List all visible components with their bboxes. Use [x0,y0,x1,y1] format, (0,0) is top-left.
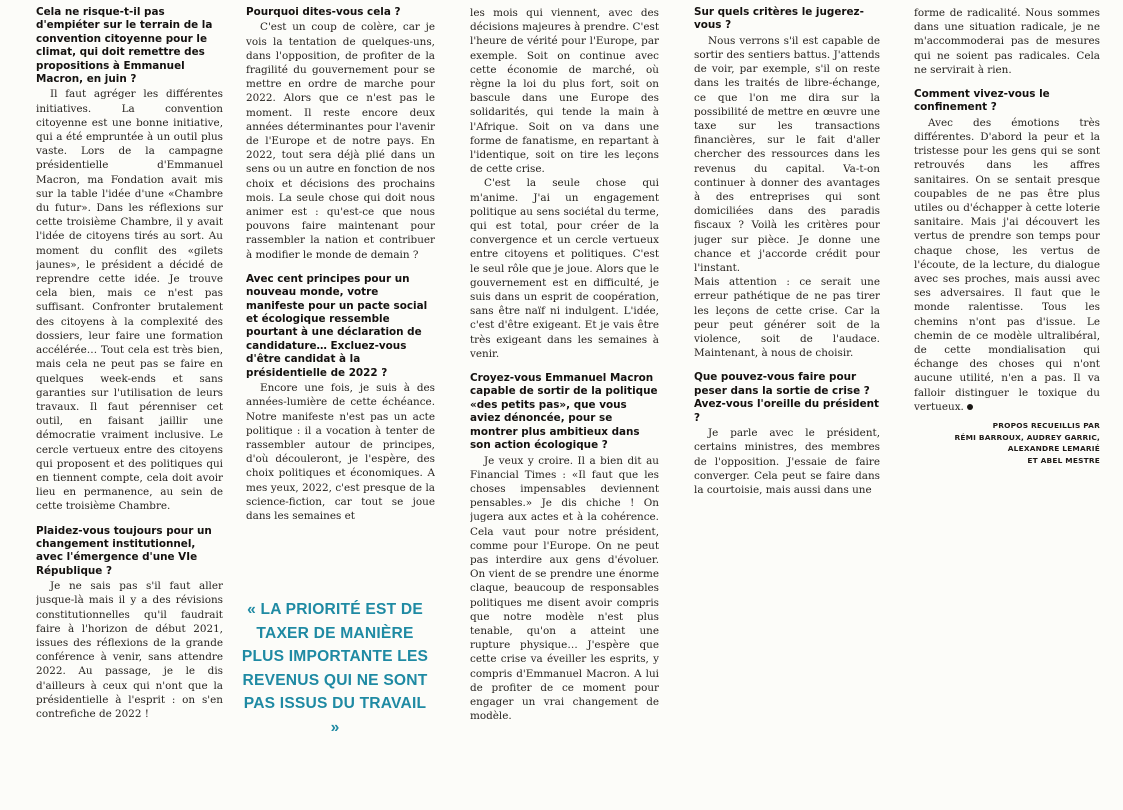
column-3 [470,6,659,723]
question-heading: Pourquoi dites-vous cela ? [246,6,401,18]
end-of-article-mark [967,404,973,410]
answer-paragraph: les mois qui viennent, avec des décisions majeures à prendre. C'est l'heure de vérité pour l'Europe, par exemple. Soit on continue avec cette économie de marché, où règne la loi du plus fort, soit on bascule dans une Europe des solidarités, qui tende la main à l'Afrique. Soit on va dans une forme de fanatisme, en repartant à l'identique, soit on tire les leçons de cette crise. [470,7,659,176]
question-heading: Sur quels critères le jugerez-vous ? [694,6,864,32]
answer-paragraph: forme de radicalité. Nous sommes dans une situation radicale, je ne m'accommoderai pas de mesures qui ne soient pas radicales. Cela ne servirait à rien. [914,7,1100,76]
pull-quote: « LA PRIORITÉ EST DE TAXER DE MANIÈRE PLUS IMPORTANTE LES REVENUS QUI NE SONT PAS ISSUS DU TRAVAIL » [241,601,429,736]
question-heading: Croyez-vous Emmanuel Macron capable de sortir de la politique «des petits pas», que vous aviez dénoncée, pour se montrer plus ambitieux dans son action écologique ? [470,372,658,452]
answer-paragraph: C'est la seule chose qui m'anime. J'ai un engagement politique au sens sociétal du terme, qui est total, pour créer de la convergence et un cercle vertueux entre citoyens et politiques. C'est le seul rôle que je joue. Alors que le gouvernement est en difficulté, je suis dans un esprit de coopération, sans être naïf ni indulgent. L'idée, c'est d'être exigeant. Et je vais être très exigeant dans les semaines à venir. [470,177,659,360]
column-2 [246,6,435,546]
answer-paragraph: Nous verrons s'il est capable de sortir des sentiers battus. J'attends de voir, par exemple, s'il on reste dans les traités de libre-échange, ce que l'on me dira sur la possibilité de mettre en œuvre une taxe sur les transactions financières, sur le fait d'aller chercher des ressources dans les revenus du capital. Va-t-on continuer à donner des avantages à des entreprises qui sont domiciliées dans des paradis fiscaux ? Voilà les critères pour juger sur pièce. Je donne une chance et j'accorde crédit pour l'instant. [694,34,880,275]
column-5 [914,6,1100,466]
credit-line: PROPOS RECUEILLIS PAR [992,421,1100,431]
answer-paragraph: Je veux y croire. Il a bien dit au Financial Times : «Il faut que les choses impensables deviennent pensables.» Je dis chiche ! On jugera aux actes et à la cohérence. Cela vaut pour notre président, comme pour l'Europe. On ne peut pas interdire aux gens d'évoluer. On vient de se prendre une énorme claque, beaucoup de responsables politiques me disent avoir compris que notre modèle n'est plus tenable, qu'on a atteint une rupture physique… J'espère que cette crise va éveiller les esprits, y compris d'Emmanuel Macron. A lui de profiter de ce moment pour engager un vrai changement de modèle. [470,454,659,723]
credit-line: RÉMI BARROUX, AUDREY GARRIC, [954,432,1100,442]
answer-paragraph: Je parle avec le président, certains ministres, des membres de l'opposition. J'essaie de faire converger. Cela peut se faire dans la courtoisie, mais aussi dans une [694,427,880,496]
answer-paragraph: Mais attention : ce serait une erreur pathétique de ne pas tirer les leçons de cette crise. Car la peur peut générer soit de la violence, soit de l'audace. Maintenant, à nous de choisir. [694,276,880,360]
credit-line: ALEXANDRE LEMARIÉ [1007,444,1100,454]
answer-paragraph: Il faut agréger les différentes initiatives. La convention citoyenne est une bonne initiative, qui a été empruntée à un outil plus vaste. Lors de la campagne présidentielle d'Emmanuel Macron, ma Fondation avait mis sur la table l'idée d'une «Chambre du futur». Dans les réflexions sur cette troisième Chambre, il y avait l'idée de citoyens tirés au sort. Au moment du conflit des «gilets jaunes», le président a décidé de reprendre cette idée. Je trouve cela bien, mais ce n'est pas suffisant. Confronter brutalement des citoyens à la complexité des dossiers, leur faire une formation accélérée… Tout cela est très bien, mais cela ne peut pas se faire en quelques week-ends et sans garanties sur l'utilisation de leurs travaux. Il faut pérenniser cet outil, en faisant jaillir une démocratie vraiment inclusive. Le cercle vertueux entre des citoyens qui proposent et des politiques qui en tiennent compte, cela doit avoir lieu en permanence, au sein de cette troisième Chambre. [36,88,223,513]
question-heading: Plaidez-vous toujours pour un changement institutionnel, avec l'émergence d'une VIe République ? [36,524,212,577]
credit-line: ET ABEL MESTRE [1027,455,1100,465]
question-heading: Comment vivez-vous le confinement ? [914,88,1050,114]
column-4 [694,6,880,497]
question-heading: Que pouvez-vous faire pour peser dans la sortie de crise ? Avez-vous l'oreille du président ? [694,371,880,424]
answer-paragraph: C'est un coup de colère, car je vois la tentation de quelques-uns, dans l'opposition, de profiter de la fragilité du gouvernement pour se mettre en ordre de marche pour 2022. Alors que ce n'est pas le moment. Il reste encore deux années déterminantes pour l'avenir de l'Europe et de notre pays. En 2022, tout sera déjà plié dans un sens ou un autre en fonction de nos choix et décisions des prochains mois. La seule chose qui doit nous animer est : qu'est-ce que nous pouvons faire maintenant pour rassembler la nation et contribuer à modifier le monde de demain ? [246,21,435,261]
answer-paragraph: Je ne sais pas s'il faut aller jusque-là mais il y a des révisions constitutionnelles qu'il faudrait faire à l'horizon de début 2021, issues des réflexions de la grande conférence à venir, sans attendre 2022. Au passage, je le dis d'ailleurs à ceux qui n'ont que la présidentielle à l'esprit : on s'en contrefiche de 2022 ! [36,580,223,720]
column-1 [36,6,223,721]
question-heading: Cela ne risque-t-il pas d'empiéter sur le terrain de la convention citoyenne pour le climat, qui doit remettre des propositions à Emmanuel Macron, en juin ? [36,6,213,86]
byline-credit [914,420,1100,466]
answer-text: Avec des émotions très différentes. D'abord la peur et la tristesse pour les gens qui se sont retrouvés dans les affres sanitaires. On se sentait presque coupables de ne pas être plus utiles ou d'échapper à cette loterie sanitaire. Mais j'ai découvert les vertus de prendre son temps pour chaque chose, les vertus de l'écoute, de la lecture, du dialogue avec ses proches, mais aussi avec ses adversaires. Il faut que le monde ralentisse. Tous les chemins n'ont pas d'issue. Le chemin de ce modèle ultralibéral, de cette mondialisation qui échange des choses qui n'ont aucune utilité, n'en a pas. Il va falloir distinguer le toxique du vertueux. [914,116,1100,413]
answer-paragraph [914,116,1100,414]
question-heading: Avec cent principes pour un nouveau monde, votre manifeste pour un pacte social et écologique ressemble pourtant à une déclaration de candidature… Excluez-vous d'être candidat à la présidentielle de 2022 ? [246,272,428,379]
answer-paragraph: Encore une fois, je suis à des années-lumière de cette échéance. Notre manifeste n'est pas un acte politique : il a vocation à tenter de rassembler autour de principes, d'où découleront, je l'espère, des choix politiques et économiques. A mes yeux, 2022, c'est presque de la science-fiction, car tout se joue dans les semaines et [246,382,435,522]
